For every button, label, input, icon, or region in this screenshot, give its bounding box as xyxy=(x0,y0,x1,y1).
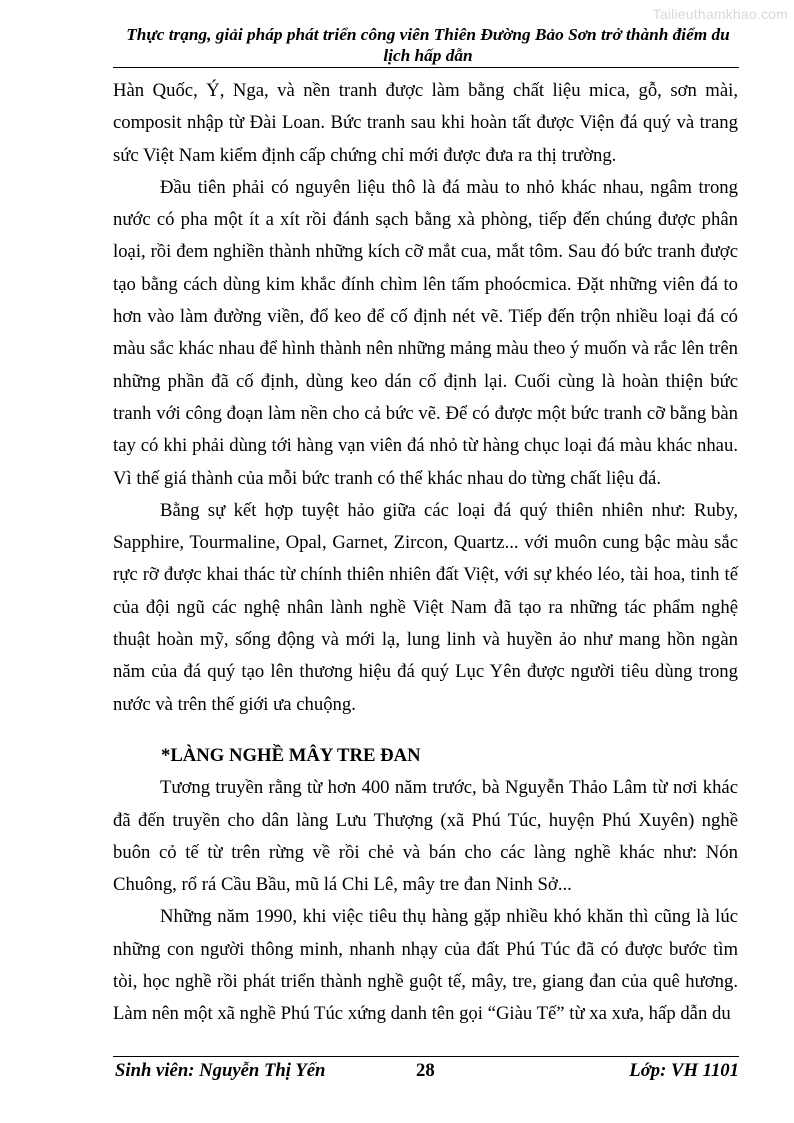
watermark: Tailieuthamkhao.com xyxy=(652,6,788,22)
document-body xyxy=(113,75,738,1031)
footer-student-name: Sinh viên: Nguyễn Thị Yến xyxy=(115,1060,326,1081)
header-divider xyxy=(113,67,739,68)
paragraph-3: Bằng sự kết hợp tuyệt hảo giữa các loại đá quý thiên nhiên như: Ruby, Sapphire, Tourmaline, Opal, Garnet, Zircon, Quartz... với muôn cung bậc màu sắc rực rỡ được khai thác từ chính thiên nhiên đất Việt, với sự khéo léo, tài hoa, tinh tế của đội ngũ các nghệ nhân lành nghề Việt Nam đã tạo ra những tác phẩm nghệ thuật hoàn mỹ, sống động và mới lạ, lung linh và huyền ảo như mang hồn ngàn năm của đá quý tạo lên thương hiệu đá quý Lục Yên được người tiêu dùng trong nước và trên thế giới ưa chuộng. xyxy=(113,499,738,715)
page-number: 28 xyxy=(416,1060,435,1081)
page-footer xyxy=(115,1060,739,1084)
paragraph-1: Hàn Quốc, Ý, Nga, và nền tranh được làm bằng chất liệu mica, gỗ, sơn mài, composit nhập từ Đài Loan. Bức tranh sau khi hoàn tất được Viện đá quý và trang sức Việt Nam kiểm định cấp chứng chỉ mới được đưa ra thị trường. xyxy=(113,80,738,166)
section-heading: *LÀNG NGHỀ MÂY TRE ĐAN xyxy=(161,744,421,766)
page-header-title: Thực trạng, giải pháp phát triển công viên Thiên Đường Bảo Sơn trở thành điểm du lịch hấp dẫn xyxy=(126,25,730,65)
footer-class: Lớp: VH 1101 xyxy=(629,1060,739,1081)
paragraph-2: Đầu tiên phải có nguyên liệu thô là đá màu to nhỏ khác nhau, ngâm trong nước có pha một ít a xít rồi đánh sạch bằng xà phòng, tiếp đến chúng được phân loại, rồi đem nghiền thành những kích cỡ mắt cua, mắt tôm. Sau đó bức tranh được tạo bằng cách dùng kim khắc đính chìm lên tấm phoócmica. Đặt những viên đá to hơn vào làm đường viền, đổ keo để cố định nét vẽ. Tiếp đến trộn nhiều loại đá có màu sắc khác nhau để hình thành nên những mảng màu theo ý muốn và rắc lên trên những phần đã cố định, dùng keo dán cố định lại. Cuối cùng là hoàn thiện bức tranh với công đoạn làm nền cho cả bức vẽ. Để có được một bức tranh cỡ bằng bàn tay có khi phải dùng tới hàng vạn viên đá nhỏ từ hàng chục loại đá màu khác nhau. Vì thế giá thành của mỗi bức tranh có thể khác nhau do từng chất liệu đá. xyxy=(113,176,738,489)
paragraph-4: Tương truyền rằng từ hơn 400 năm trước, bà Nguyễn Thảo Lâm từ nơi khác đã đến truyền cho dân làng Lưu Thượng (xã Phú Túc, huyện Phú Xuyên) nghề buôn cỏ tế từ trên rừng về rồi chẻ và bán cho các làng nghề khác như: Nón Chuông, rổ rá Cầu Bầu, mũ lá Chi Lê, mây tre đan Ninh Sở... xyxy=(113,777,738,896)
paragraph-5: Những năm 1990, khi việc tiêu thụ hàng gặp nhiều khó khăn thì cũng là lúc những con người thông minh, nhanh nhạy của đất Phú Túc đã có được bước tìm tòi, học nghề rồi phát triển thành nghề guột tế, mây, tre, giang đan của quê hương. Làm nên một xã nghề Phú Túc xứng danh tên gọi “Giàu Tế” từ xa xưa, hấp dẫn du xyxy=(113,906,738,1025)
footer-divider xyxy=(113,1056,739,1057)
